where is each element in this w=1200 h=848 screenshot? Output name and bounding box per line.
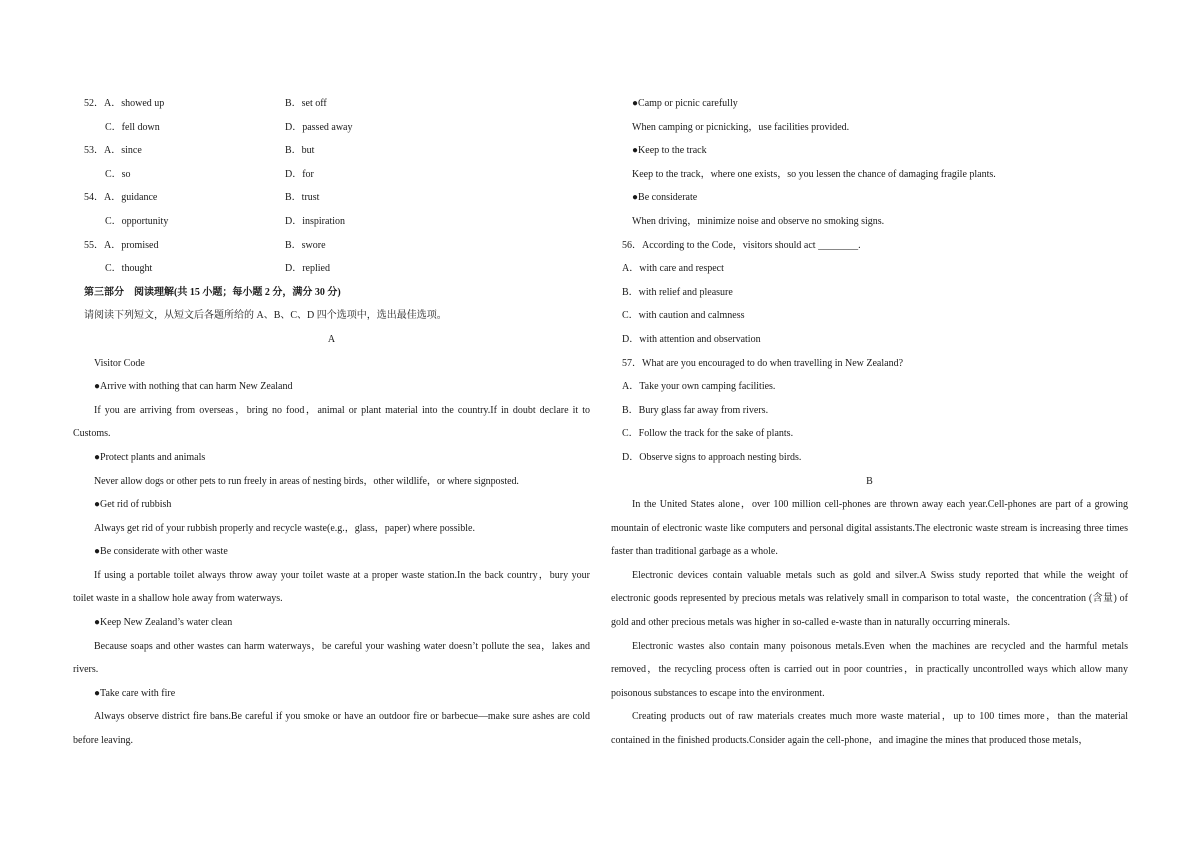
code-heading: ●Keep New Zealand’s water clean — [94, 617, 233, 629]
code-text: When camping or picnicking，use facilities provided. — [632, 121, 850, 133]
section-title: 第三部分 阅读理解(共 15 小题；每小题 2 分，满分 30 分) — [84, 286, 341, 298]
option-b: B．trust — [285, 192, 320, 204]
option-a: 54．A．guidance — [84, 192, 158, 204]
option-c: C．thought — [105, 263, 153, 275]
mcq-row — [73, 163, 590, 187]
mcq-row — [73, 139, 590, 163]
right-column — [611, 92, 1128, 753]
question-option: B．with relief and pleasure — [622, 286, 733, 298]
option-b: B．swore — [285, 239, 326, 251]
option-c: C．fell down — [105, 121, 160, 133]
question-option: C．Follow the track for the sake of plants. — [622, 428, 794, 440]
passage-label: B — [866, 475, 873, 487]
passage-paragraph: Creating products out of raw materials creates much more waste material，up to 100 times more，than the material contained in the finished products.Consider again the cell-phone，and imagine the mines that produced those metals， — [611, 711, 1128, 747]
mcq-row — [73, 116, 590, 140]
section-instruction: 请阅读下列短文，从短文后各题所给的 A、B、C、D 四个选项中，选出最佳选项。 — [84, 310, 447, 322]
question-option: A．with care and respect — [622, 263, 724, 275]
mcq-row — [73, 92, 590, 116]
code-text: Always observe district fire bans.Be careful if you smoke or have an outdoor fire or barbecue—make sure ashes are cold before leaving. — [73, 711, 590, 747]
question-option: D．Observe signs to approach nesting birds. — [622, 451, 802, 463]
question-option: C．with caution and calmness — [622, 310, 745, 322]
option-d: D．inspiration — [285, 215, 345, 227]
mcq-row — [73, 234, 590, 258]
question-option: A．Take your own camping facilities. — [622, 381, 776, 393]
option-c: C．so — [105, 168, 131, 180]
mcq-row — [73, 257, 590, 281]
option-a: 55．A．promised — [84, 239, 159, 251]
left-column — [73, 92, 590, 753]
question-option: B．Bury glass far away from rivers. — [622, 404, 769, 416]
question-stem: 57．What are you encouraged to do when travelling in New Zealand? — [622, 357, 904, 369]
code-heading: ●Camp or picnic carefully — [632, 98, 738, 109]
option-c: C．opportunity — [105, 215, 169, 227]
code-heading: ●Be considerate — [632, 192, 698, 204]
code-heading: ●Protect plants and animals — [94, 451, 206, 463]
option-a: 52．A．showed up — [84, 98, 165, 109]
option-d: D．passed away — [285, 121, 353, 133]
code-heading: ●Take care with fire — [94, 687, 176, 699]
passage-paragraph: Electronic wastes also contain many poisonous metals.Even when the machines are recycled and the harmful metals removed，the recycling process often is carried out in poor countries，in practically uncontrolled ways which allow many poisonous substances to escape into the environment. — [611, 640, 1128, 699]
code-text: If you are arriving from overseas，bring no food，animal or plant material into the country.If in doubt declare it to Customs. — [73, 404, 590, 440]
code-heading: ●Be considerate with other waste — [94, 546, 228, 558]
code-heading: ●Arrive with nothing that can harm New Zealand — [94, 381, 293, 393]
code-text: If using a portable toilet always throw away your toilet waste at a proper waste station.In the back country，bury your toilet waste in a shallow hole away from waterways. — [73, 569, 590, 605]
passage-paragraph: In the United States alone，over 100 million cell-phones are thrown away each year.Cell-phones are part of a growing mountain of electronic waste like computers and personal digital assistants.The electronic waste stream is increasing three times faster than traditional garbage as a whole. — [611, 499, 1128, 558]
option-b: B．set off — [285, 98, 327, 109]
question-option: D．with attention and observation — [622, 333, 761, 345]
mcq-row — [73, 186, 590, 210]
option-a: 53．A．since — [84, 145, 142, 157]
passage-paragraph: Electronic devices contain valuable metals such as gold and silver.A Swiss study reported that while the weight of electronic goods represented by precious metals was relatively small in comparison to total waste，the concentration (含量) of gold and other precious metals was higher in so-called e-waste than in naturally occurring minerals. — [611, 569, 1128, 629]
option-d: D．replied — [285, 263, 330, 275]
code-text: Because soaps and other wastes can harm waterways，be careful your washing water doesn’t pollute the sea，lakes and rivers. — [73, 640, 590, 676]
question-stem: 56．According to the Code，visitors should act ________. — [622, 239, 861, 251]
code-text: Never allow dogs or other pets to run freely in areas of nesting birds，other wildlife，or where signposted. — [94, 475, 519, 487]
passage-title: Visitor Code — [94, 357, 145, 369]
code-text: When driving，minimize noise and observe no smoking signs. — [632, 215, 885, 227]
code-text: Always get rid of your rubbish properly and recycle waste(e.g.，glass，paper) where possible. — [94, 522, 475, 534]
passage-label: A — [327, 333, 336, 345]
option-b: B．but — [285, 145, 315, 157]
option-d: D．for — [285, 168, 314, 180]
code-text: Keep to the track，where one exists，so you lessen the chance of damaging fragile plants. — [632, 168, 996, 180]
mcq-row — [73, 210, 590, 234]
code-heading: ●Get rid of rubbish — [94, 499, 172, 511]
code-heading: ●Keep to the track — [632, 145, 707, 157]
